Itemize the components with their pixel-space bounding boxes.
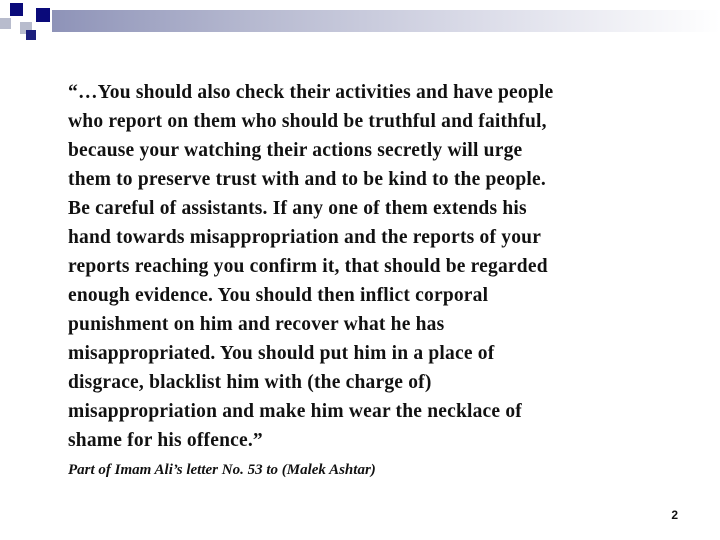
decorative-square — [10, 3, 23, 16]
quote-text — [68, 78, 668, 455]
quote-line: hand towards misappropriation and the reports of your — [68, 227, 542, 248]
decorative-square — [36, 8, 50, 22]
quote-line: Be careful of assistants. If any one of them extends his — [68, 198, 527, 219]
page-number: 2 — [671, 508, 678, 522]
quote-line: “…You should also check their activities and have people — [68, 82, 554, 103]
quote-line: misappropriation and make him wear the necklace of — [68, 401, 522, 422]
quote-line: reports reaching you confirm it, that should be regarded — [68, 256, 548, 277]
quote-line: punishment on him and recover what he has — [68, 314, 445, 335]
quote-line: because your watching their actions secretly will urge — [68, 140, 523, 161]
quote-line: misappropriated. You should put him in a place of — [68, 343, 495, 364]
decorative-squares — [0, 0, 60, 40]
quote-line: shame for his offence.” — [68, 430, 263, 451]
quote-line: them to preserve trust with and to be kind to the people. — [68, 169, 546, 190]
decorative-square — [0, 18, 11, 29]
quote-line: disgrace, blacklist him with (the charge of) — [68, 372, 432, 393]
decorative-square — [26, 30, 36, 40]
quote-line: enough evidence. You should then inflict corporal — [68, 285, 489, 306]
quote-line: who report on them who should be truthful and faithful, — [68, 111, 547, 132]
decorative-square — [25, 5, 34, 14]
header-gradient-bar — [52, 10, 720, 32]
citation: Part of Imam Ali’s letter No. 53 to (Malek Ashtar) — [68, 462, 376, 478]
